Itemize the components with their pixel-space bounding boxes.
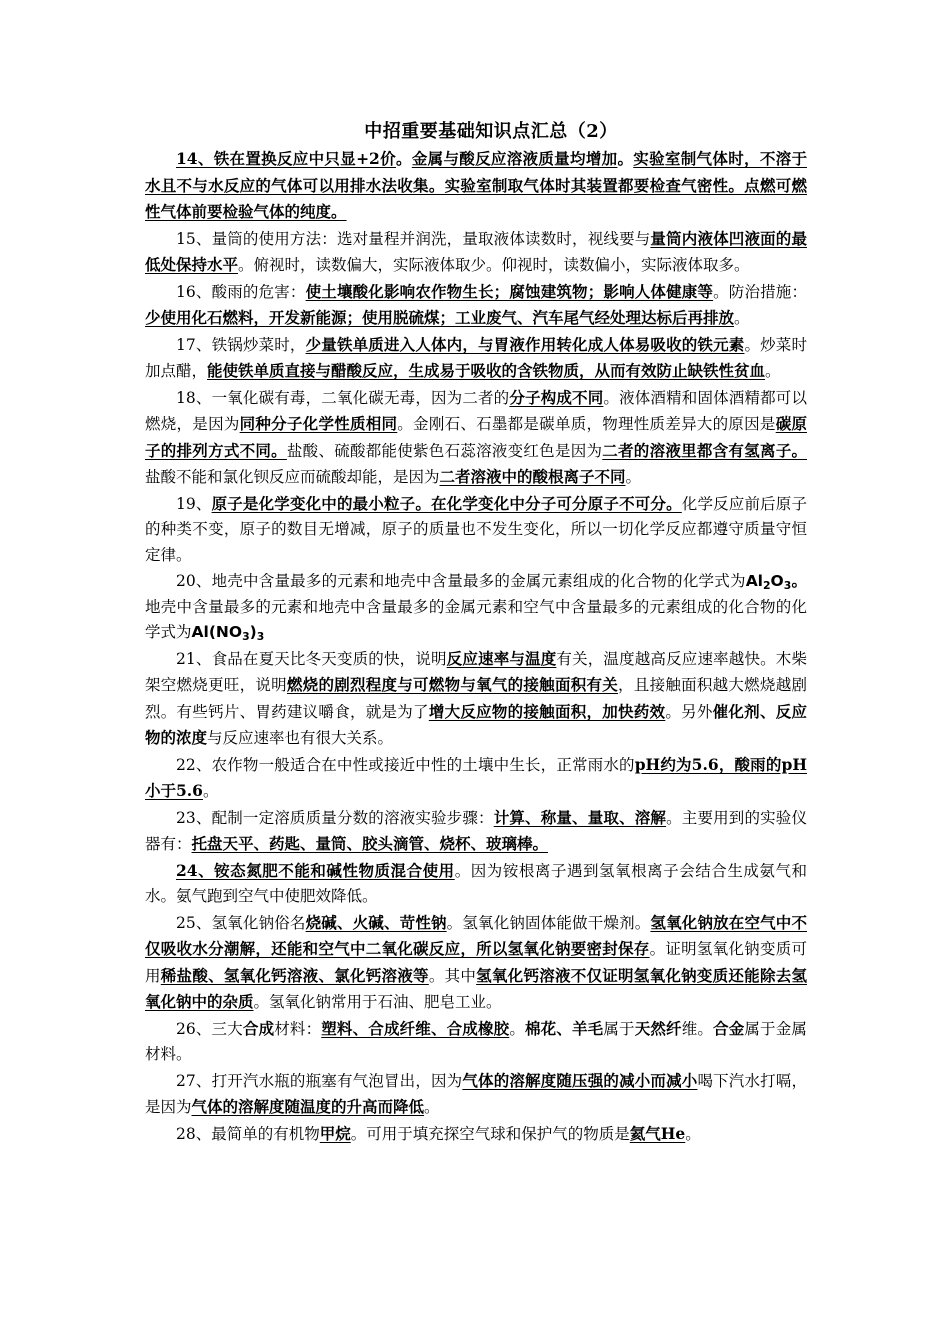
key-point: 使土壤酸化影响农作物生长；腐蚀建筑物；影响人体健康等 [305, 281, 714, 301]
text: 。防治措施： [713, 282, 807, 301]
item-19 [145, 491, 807, 569]
text: 21、食品在夏天比冬天变质的快，说明 [176, 649, 447, 668]
text: 20、地壳中含量最多的元素和地壳中含量最多的金属元素组成的化合物的化学式为 [176, 572, 746, 590]
key-term: 催化剂、反应物的浓度 [145, 701, 807, 747]
text: 28、最简单的有机物 [176, 1124, 320, 1143]
text: 19、 [176, 494, 212, 513]
text: 。 [685, 1124, 701, 1143]
key-point: 同种分子化学性质相同 [239, 414, 398, 433]
key-point: 燃烧的剧烈程度与可燃物与氧气的接触面积有关 [286, 675, 619, 694]
key-point: 塑料、合成纤维、合成橡胶 [321, 1018, 510, 1038]
formula-al-no3-3 [192, 623, 265, 641]
key-point: 托盘天平、药匙、量筒、胶头滴管、烧杯、玻璃棒。 [191, 834, 549, 853]
text: 。炒菜时加点醋， [145, 335, 807, 380]
text: 25、氢氧化钠俗名 [176, 913, 306, 932]
item-18 [145, 385, 807, 491]
text: 有关，温度越高反应速率越快。木柴架空燃烧更旺，说明 [145, 649, 807, 694]
text: ，且接触面积越大燃烧越剧烈。有些钙片、胃药建议嚼食，就是为了 [145, 676, 807, 721]
formula-subscript: 2 [763, 579, 771, 592]
text: 与反应速率也有很大关系。 [207, 729, 394, 747]
item-24 [145, 858, 807, 910]
key-point: 二者溶液中的酸根离子不同 [439, 467, 626, 486]
key-point: 氦气He [629, 1123, 686, 1143]
text: 。金刚石、石墨都是碳单质，物理性质差异大的原因是 [397, 415, 776, 433]
text: 化学反应前后原子的种类不变，原子的数目无增减，原子的质量也不发生变化，所以一切化学反应都遵守质量守恒定律。 [145, 494, 807, 564]
key-point: 14、铁在置换反应中只显+2价 [176, 149, 396, 168]
key-point: 氢氧化钙溶液不仅证明氢氧化钠变质还能除去氢氧化钠中的杂质 [145, 965, 807, 1011]
key-point: 增大反应物的接触面积，加快药效 [428, 701, 666, 721]
key-point: 24、铵态氮肥不能和碱性物质混合使用 [176, 860, 455, 880]
key-point: 实验室制气体时，不溶于水且不与水反应的气体可以用排水法收集。实验室制取气体时其装置都要检查气密性。点燃可燃性气体前要检验气体的纯度。 [145, 149, 807, 221]
page-title: 中招重要基础知识点汇总（2） [364, 121, 618, 142]
formula-part: Al(NO [191, 623, 243, 641]
text: 。可用于填充探空气球和保护气的物质是 [350, 1124, 630, 1143]
key-point: 气体的溶解度随温度的升高而降低 [191, 1097, 425, 1116]
text: 。主要用到的实验仪器有： [145, 808, 807, 853]
key-point: 少使用化石燃料，开发新能源；使用脱硫煤；工业废气、汽车尾气经处理达标后再排放 [145, 308, 735, 327]
formula-subscript: 3 [783, 579, 792, 592]
key-point: 甲烷 [319, 1123, 351, 1143]
text: 。因为铵根离子遇到氢氧根离子会结合生成氨气和水。氨气跑到空气中使肥效降低。 [145, 861, 807, 905]
text: 16、酸雨的危害： [176, 282, 306, 301]
key-point: 原子是化学变化中的最小粒子。在化学变化中分子可分原子不可分。 [211, 493, 682, 513]
text: 。 [791, 571, 807, 590]
key-point: pH约为5.6，酸雨的pH小于5.6 [145, 754, 807, 800]
text: 。其中 [428, 966, 477, 985]
key-point: 反应速率与温度 [446, 648, 557, 668]
item-27 [145, 1068, 807, 1121]
text: 。 [734, 309, 750, 327]
text: 26、三大 [176, 1019, 243, 1038]
text: 。液体酒精和固体酒精都可以燃烧，是因为 [145, 388, 807, 433]
key-point: 氢氧化钠放在空气中不仅吸收水分潮解，还能和空气中二氧化碳反应，所以氢氧化钠要密封保存 [145, 912, 807, 958]
item-28 [145, 1121, 807, 1148]
item-23 [145, 805, 807, 858]
key-point: 少量铁单质进入人体内，与胃液作用转化成人体易吸收的铁元素 [305, 334, 745, 354]
text: 材料： [274, 1019, 322, 1038]
text: 。氢氧化钠固体能做干燥剂。 [446, 913, 651, 932]
text: 。证明氢氧化钠变质可用 [145, 940, 807, 985]
formula-part: O [770, 572, 784, 590]
text: 地壳中含量最多的元素和地壳中含量最多的金属元素和空气中含量最多的元素组成的化合物的化学式为 [145, 597, 807, 641]
key-term: 合金 [713, 1018, 745, 1038]
formula-subscript: 3 [242, 630, 250, 643]
key-point: 计算、称量、量取、溶解 [493, 807, 667, 827]
item-16 [145, 279, 807, 332]
text: 18、一氧化碳有毒，二氧化碳无毒，因为二者的 [176, 388, 510, 407]
key-point: 二者的溶液里都含有氢离子。 [602, 440, 807, 460]
formula-al2o3 [746, 572, 792, 590]
formula-part: ) [249, 623, 257, 641]
key-point: 烧碱、火碱、苛性钠 [305, 912, 447, 932]
text: 。 [424, 1098, 440, 1116]
key-point: 分子构成不同 [509, 387, 604, 407]
document-page [145, 118, 807, 1147]
item-15 [145, 226, 807, 279]
key-point: 气体的溶解度随压强的减小而减小 [462, 1070, 698, 1090]
key-point: 稀盐酸、氢氧化钙溶液、氯化钙溶液等 [160, 965, 429, 985]
text: 。 [509, 1019, 525, 1038]
text: 27、打开汽水瓶的瓶塞有气泡冒出，因为 [176, 1071, 463, 1090]
text: 。另外 [665, 702, 713, 721]
key-term: 合成 [242, 1018, 275, 1038]
item-21 [145, 646, 807, 752]
item-22 [145, 752, 807, 805]
text: 。 [617, 149, 634, 168]
text: 23、配制一定溶质质量分数的溶液实验步骤： [176, 808, 494, 827]
key-point: 金属与酸反应溶液质量均增加 [411, 149, 618, 168]
item-20 [145, 568, 807, 646]
key-point: 能使铁单质直接与醋酸反应，生成易于吸收的含铁物质，从而有效防止缺铁性贫血 [207, 361, 766, 380]
key-term: 棉花、羊毛 [524, 1018, 604, 1038]
item-25 [145, 910, 807, 1016]
text: 。 [625, 468, 642, 486]
key-point: 量筒内液体凹液面的最低处保持水平 [145, 228, 807, 274]
text: 喝下汽水打嗝，是因为 [145, 1071, 807, 1116]
text: 。 [202, 782, 219, 800]
text: 。氢氧化钠常用于石油、肥皂工业。 [253, 993, 502, 1011]
text: 盐酸、硫酸都能使紫色石蕊溶液变红色是因为 [286, 441, 603, 460]
text: 盐酸不能和氯化钡反应而硫酸却能，是因为 [145, 468, 440, 486]
key-term: 天然纤 [634, 1018, 682, 1038]
text: 22、农作物一般适合在中性或接近中性的土壤中生长，正常雨水的 [176, 755, 635, 774]
item-26 [145, 1016, 807, 1068]
text: 维。 [681, 1019, 714, 1038]
item-14 [145, 146, 807, 226]
text: 。俯视时，读数偏大，实际液体取少。仰视时，读数偏小，实际液体取多。 [238, 256, 750, 274]
item-17 [145, 332, 807, 385]
text: 属于金属材料。 [145, 1019, 807, 1063]
formula-subscript: 3 [256, 630, 265, 643]
text: 。 [765, 362, 781, 380]
formula-part: Al [745, 572, 763, 590]
text: 属于 [603, 1019, 635, 1038]
text: 17、铁锅炒菜时， [176, 335, 306, 354]
key-point: 碳原子的排列方式不同。 [145, 414, 807, 460]
text: 。 [395, 149, 412, 168]
text: 15、量筒的使用方法：选对量程并润洗，量取液体读数时，视线要与 [176, 229, 651, 248]
